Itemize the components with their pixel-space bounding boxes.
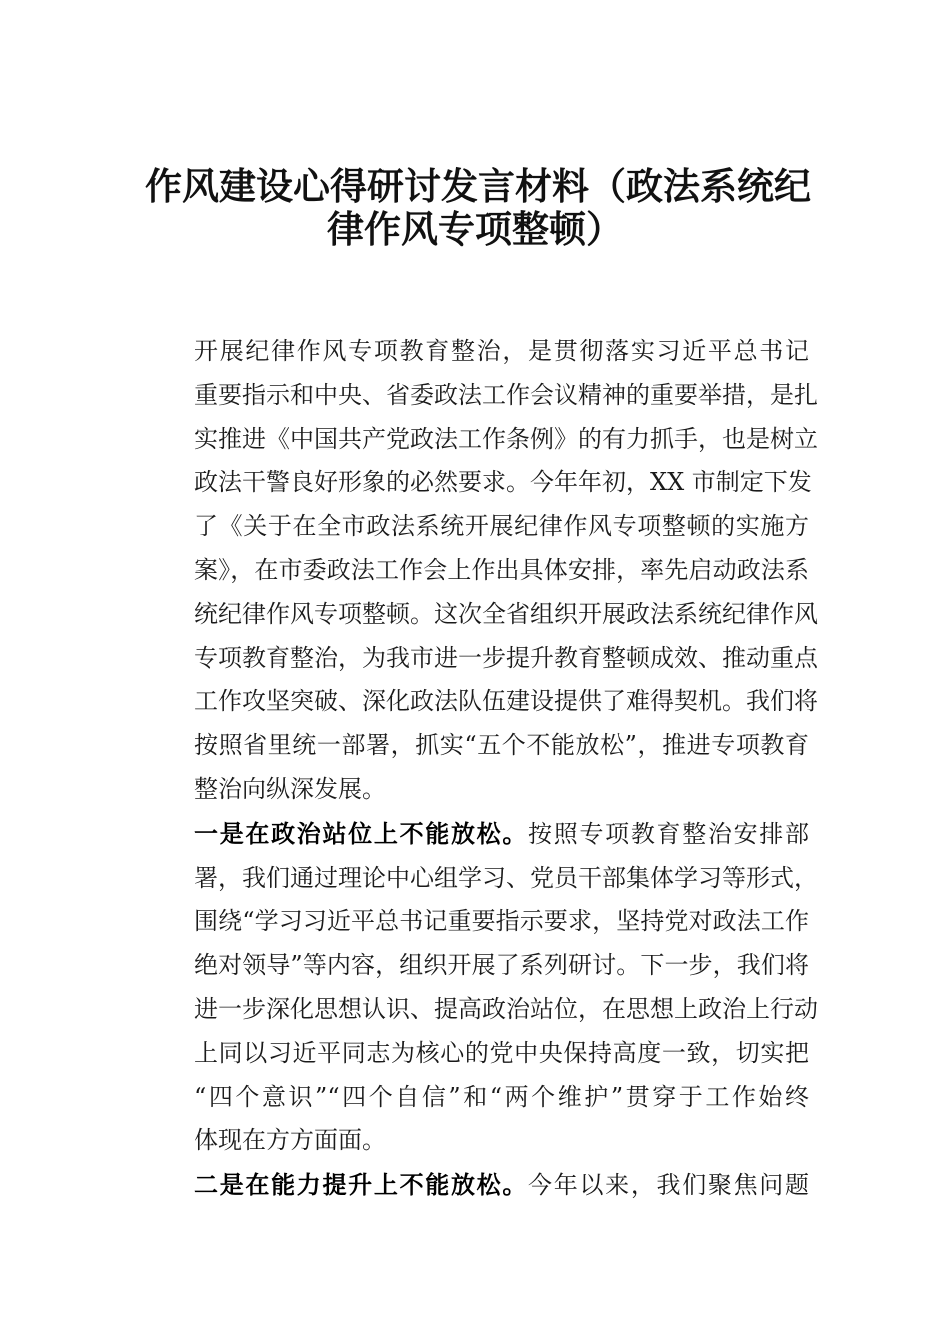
paragraph-intro xyxy=(146,330,818,812)
document-title-line-1: 作风建设心得研讨发言材料（政法系统纪 xyxy=(145,164,811,208)
text-line-with-lead xyxy=(146,1163,809,1208)
paragraph-lead-heading: 一是在政治站位上不能放松。 xyxy=(194,818,529,848)
text-line-with-lead xyxy=(146,812,809,857)
text-line: 实推进《中国共产党政法工作条例》的有力抓手，也是树立 xyxy=(194,424,818,453)
text-line: 重要指示和中央、省委政法工作会议精神的重要举措，是扎 xyxy=(194,380,818,409)
document-body xyxy=(146,330,818,1208)
text-line: 整治向纵深发展。 xyxy=(194,774,386,803)
document-title-line-2: 律作风专项整顿） xyxy=(327,207,623,251)
text-line: 进一步深化思想认识、提高政治站位，在思想上政治上行动 xyxy=(194,994,818,1023)
text-line: 了《关于在全市政法系统开展纪律作风专项整顿的实施方 xyxy=(194,512,809,541)
text-line: 案》，在市委政法工作会上作出具体安排，率先启动政法系 xyxy=(194,555,809,584)
text-line: 按照省里统一部署，抓实“五个不能放松”，推进专项教育 xyxy=(194,731,809,760)
text-line: 围绕“学习习近平总书记重要指示要求，坚持党对政法工作 xyxy=(194,907,809,936)
paragraph-lead-heading: 二是在能力提升上不能放松。 xyxy=(194,1170,529,1200)
text-line: 政法干警良好形象的必然要求。今年年初，XX 市制定下发 xyxy=(194,468,812,497)
text-line: 体现在方方面面。 xyxy=(194,1126,386,1155)
text-line: “四个意识”“四个自信”和“两个维护”贯穿于工作始终 xyxy=(194,1082,809,1111)
paragraph-political-stance xyxy=(146,812,818,1163)
text-segment: 今年以来，我们聚焦问题 xyxy=(528,1171,810,1200)
text-line: 署，我们通过理论中心组学习、党员干部集体学习等形式， xyxy=(194,863,818,892)
text-line: 统纪律作风专项整顿。这次全省组织开展政法系统纪律作风 xyxy=(194,599,818,628)
text-line: 上同以习近平同志为核心的党中央保持高度一致，切实把 xyxy=(194,1038,809,1067)
paragraph-capability xyxy=(146,1163,809,1208)
text-segment: 按照专项教育整治安排部 xyxy=(528,819,810,848)
text-line: 工作攻坚突破、深化政法队伍建设提供了难得契机。我们将 xyxy=(194,687,818,716)
text-line: 开展纪律作风专项教育整治，是贯彻落实习近平总书记 xyxy=(194,337,809,365)
text-line: 绝对领导”等内容，组织开展了系列研讨。下一步，我们将 xyxy=(194,951,809,980)
text-line: 专项教育整治，为我市进一步提升教育整顿成效、推动重点 xyxy=(194,643,818,672)
